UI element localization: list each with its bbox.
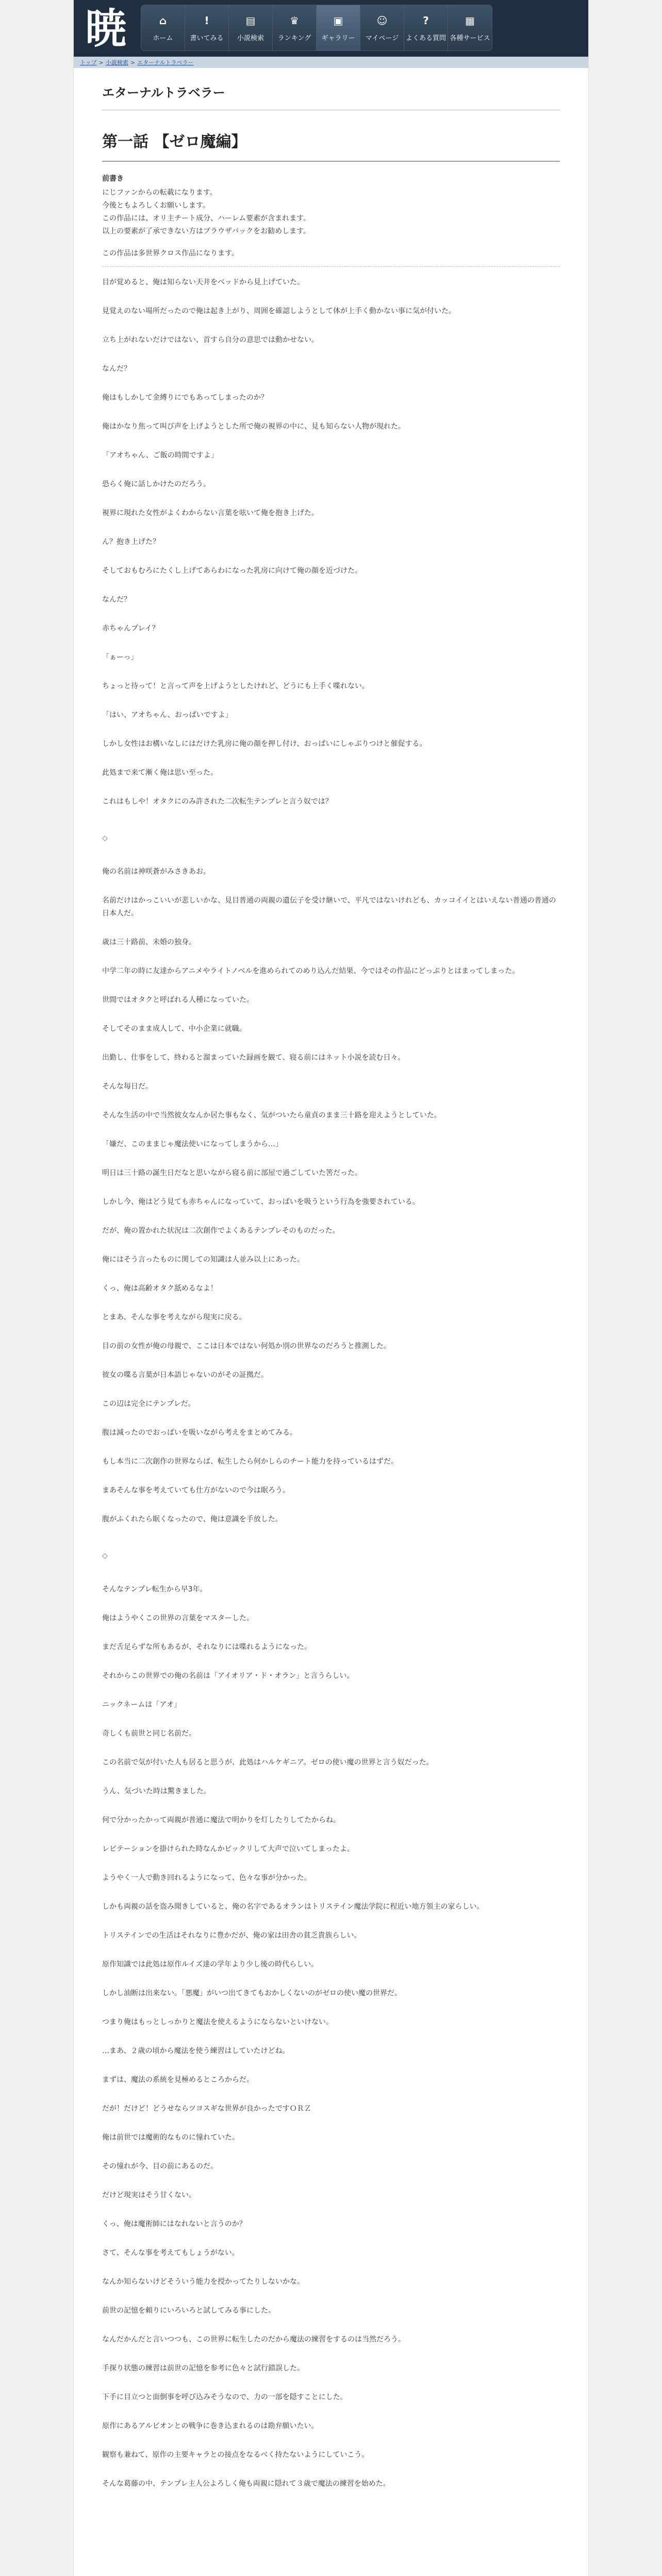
body-paragraph: なんだかんだと言いつつも、この世界に転生したのだから魔法の練習をするのは当然だろう。	[102, 2335, 405, 2344]
body-paragraph: しかし今、俺はどう見ても赤ちゃんになっていて、おっぱいを吸うという行為を強要されている。	[102, 1198, 420, 1206]
gallery-icon: ▣	[333, 14, 343, 27]
nav-item-mypage[interactable]	[360, 5, 404, 50]
body-paragraph: 俺の名前は神咲蒼がみさきあお。	[102, 868, 210, 876]
body-paragraph: 恐らく俺に話しかけたのだろう。	[102, 480, 210, 488]
pen-icon: !	[204, 14, 209, 27]
preface-line: この作品は多世界クロス作品になります。	[102, 249, 239, 258]
body-paragraph: 下手に目立つと面倒事を呼び込みそうなので、力の一部を隠すことにした。	[102, 2393, 347, 2401]
body-paragraph: まだ舌足らずな所もあるが、それなりには喋れるようになった。	[102, 1643, 311, 1651]
body-paragraph: ニックネームは「アオ」	[102, 1701, 181, 1709]
body-paragraph: 視界に現れた女性がよくわからない言葉を呟いて俺を抱き上げた。	[102, 509, 319, 517]
nav-label: よくある質問	[405, 34, 446, 42]
body-paragraph: 「アオちゃん、ご飯の時間ですよ」	[102, 451, 218, 460]
body-paragraph: 彼女の喋る言葉が日本語じゃないのがその証拠だ。	[102, 1371, 268, 1379]
body-paragraph: 俺はかなり焦って叫び声を上げようとした所で俺の視界の中に、見も知らない人物が現れた。	[102, 422, 405, 431]
body-section-3	[102, 1583, 560, 2490]
breadcrumb-separator: >	[130, 59, 136, 66]
body-paragraph: 世間ではオタクと呼ばれる人種になっていた。	[102, 996, 254, 1004]
nav-item-pen[interactable]	[185, 5, 229, 50]
body-paragraph: さて、そんな事を考えてもしょうがない。	[102, 2249, 239, 2257]
breadcrumb-top[interactable]: トップ	[80, 59, 97, 66]
body-paragraph: なんだ？	[102, 365, 131, 373]
body-paragraph: それからこの世界での俺の名前は「アイオリア・ド・オラン」と言うらしい。	[102, 1672, 354, 1680]
chapter-divider	[102, 161, 560, 162]
body-paragraph: この名前で気が付いた人も居ると思うが、此処はハルケギニア。ゼロの使い魔の世界と言う奴だった。	[102, 1758, 434, 1767]
body-paragraph: 立ち上がれないだけではない、首すら自分の意思では動かせない。	[102, 336, 319, 344]
body-paragraph: そんなテンプレ転生から早3年。	[102, 1585, 207, 1594]
nav-item-book-search[interactable]	[229, 5, 273, 50]
book-search-icon: ▤	[245, 14, 256, 27]
scene-separator: ◇	[102, 834, 108, 842]
nav-item-question[interactable]	[404, 5, 448, 50]
preface	[102, 173, 560, 260]
site-header	[74, 0, 588, 57]
preface-label: 前書き	[102, 175, 124, 183]
nav-item-ranking[interactable]	[273, 5, 317, 50]
preface-line: 今後ともよろしくお願いします。	[102, 201, 210, 210]
preface-line: 以上の要素が了承できない方はブラウザバックをお勧めします。	[102, 227, 311, 235]
body-paragraph: 出勤し、仕事をして、終わると溜まっていた録画を観て、寝る前にはネット小説を読む日々。	[102, 1054, 405, 1062]
body-paragraph: 「ぁーっ」	[102, 653, 138, 662]
body-paragraph: とまあ、そんな事を考えながら現実に戻る。	[102, 1313, 246, 1321]
body-paragraph: なんか知らないけどそういう能力を授かってたりしないかな。	[102, 2278, 304, 2286]
body-paragraph: …まあ、２歳の頃から魔法を使う練習はしていたけどね。	[102, 2047, 290, 2055]
preface-line: この作品には、オリ主チート成分、ハーレム要素が含まれます。	[102, 214, 311, 223]
body-paragraph: その憧れが今、目の前にあるのだ。	[102, 2162, 218, 2171]
body-paragraph: そしておもむろにたくし上げてあらわになった乳房に向けて俺の顔を近づけた。	[102, 567, 362, 575]
nav-label: 小説検索	[237, 34, 264, 42]
novel-title[interactable]: エターナルトラベラー	[102, 86, 225, 100]
body-paragraph: 腹がふくれたら眠くなったので、俺は意識を手放した。	[102, 1515, 283, 1523]
body-paragraph: 目が覚めると、俺は知らない天井をベッドから見上げていた。	[102, 278, 304, 286]
body-paragraph: 前世の記憶を頼りにいろいろと試してみる事にした。	[102, 2307, 275, 2315]
body-paragraph: つまり俺はもっとしっかりと魔法を使えるようにならないといけない。	[102, 2018, 333, 2026]
nav-label: 各種サービス	[450, 34, 490, 42]
ranking-icon: ♛	[290, 14, 299, 27]
body-paragraph: 「はい、アオちゃん、おっぱいですよ」	[102, 711, 233, 719]
body-paragraph: 原作知識では此処は原作ルイズ達の学年より少し後の時代らしい。	[102, 1960, 319, 1969]
body-paragraph: 手探り状態の練習は前世の記憶を参考に色々と試行錯誤した。	[102, 2364, 304, 2372]
body-paragraph: 中学二年の時に友達からアニメやライトノベルを進められてのめり込んだ結果、今ではその作品にどっぷりとはまってしまった。	[102, 967, 520, 975]
body-paragraph: 此処まで来て漸く俺は思い至った。	[102, 769, 218, 777]
main-nav	[141, 5, 492, 51]
nav-label: ホーム	[153, 34, 173, 42]
nav-label: 書いてみる	[190, 34, 224, 42]
question-icon: ?	[423, 14, 429, 27]
body-paragraph: 見覚えのない場所だったので俺は起き上がり、周囲を確認しようとして体が上手く動かない事に気が付いた。	[102, 307, 456, 315]
services-icon: ▦	[465, 14, 475, 27]
nav-item-gallery[interactable]	[317, 5, 360, 50]
body-paragraph: 俺はようやくこの世界の言葉をマスターした。	[102, 1614, 254, 1622]
preface-line: にじファンからの転載になります。	[102, 189, 217, 197]
breadcrumb-separator: >	[98, 59, 104, 66]
body-paragraph: そしてそのまま成人して、中小企業に就職。	[102, 1025, 246, 1033]
body-paragraph: 俺にはそう言ったものに関しての知識は人並み以上にあった。	[102, 1256, 304, 1264]
body-paragraph: しかし女性はお構いなしにはだけた乳房に俺の顔を押し付け、おっぱいにしゃぶりつけと催促する。	[102, 740, 427, 748]
body-paragraph: そんな葛藤の中、テンプレ主人公よろしく俺も両親に隠れて３歳で魔法の練習を始めた。	[102, 2480, 390, 2488]
body-paragraph: くっ、俺は高齢オタク舐めるなよ！	[102, 1284, 218, 1293]
body-paragraph: 目の前の女性が俺の母親で、ここは日本ではない何処か別の世界なのだろうと推測した。	[102, 1342, 391, 1350]
site-logo[interactable]	[74, 0, 138, 57]
preface-divider	[102, 266, 560, 267]
body-paragraph: まずは、魔法の系統を見極めるところからだ。	[102, 2076, 254, 2084]
body-paragraph: もし本当に二次創作の世界ならば、転生したら何かしらのチート能力を持っているはずだ。	[102, 1458, 398, 1466]
body-paragraph: ちょっと待って！と言って声を上げようとしたけれど、どうにも上手く喋れない。	[102, 682, 369, 690]
body-paragraph: 観察も兼ねて、原作の主要キャラとの接点をなるべく持たないようにしていこう。	[102, 2451, 369, 2459]
body-paragraph: 「嫌だ、このままじゃ魔法使いになってしまうから…」	[102, 1140, 283, 1148]
body-paragraph: レビテーションを掛けられた時なんかビックリして大声で泣いてしまったよ。	[102, 1845, 354, 1853]
body-paragraph: そんな毎日だ。	[102, 1082, 153, 1091]
page	[73, 0, 589, 2576]
breadcrumb-search[interactable]: 小説検索	[105, 59, 128, 66]
home-icon: ⌂	[159, 14, 167, 27]
body-paragraph: まあそんな事を考えていても仕方がないので今は眠ろう。	[102, 1486, 290, 1495]
nav-item-services[interactable]	[448, 5, 492, 50]
body-paragraph: だが！だけど！どうせならツヨスギな世界が良かったですＯＲＺ	[102, 2105, 311, 2113]
body-paragraph: 原作にあるアルビオンとの戦争に巻き込まれるのは勘弁願いたい。	[102, 2422, 319, 2430]
body-paragraph: 名前だけはかっこいいが悲しいかな、見目普通の両親の遺伝子を受け継いで、平凡ではないけれども、カッコイイとはいえない普通の普通の日本人だ。	[102, 896, 556, 918]
body-paragraph: 俺は前世では魔術的なものに憧れていた。	[102, 2133, 239, 2142]
body-paragraph: 何で分かったかって両親が普通に魔法で明かりを灯したりしてたからね。	[102, 1816, 340, 1824]
breadcrumb-novel[interactable]: エターナルトラベラー	[137, 59, 194, 66]
body-section-2	[102, 866, 560, 1526]
nav-item-home[interactable]	[141, 5, 185, 50]
body-paragraph: この辺は完全にテンプレだ。	[102, 1400, 195, 1408]
body-paragraph: しかし油断は出来ない。「悪魔」がいつ出てきてもおかしくないのがゼロの使い魔の世界だ。	[102, 1989, 402, 1997]
body-paragraph: 歳は三十路前、未婚の独身。	[102, 938, 196, 946]
body-paragraph: 腹は減ったのでおっぱいを吸いながら考えをまとめてみる。	[102, 1429, 297, 1437]
nav-label: マイページ	[365, 34, 399, 42]
body-paragraph: トリステインでの生活はそれなりに豊かだが、俺の家は田舎の貧乏貴族らしい。	[102, 1931, 361, 1940]
body-paragraph: 明日は三十路の誕生日だなと思いながら寝る前に部屋で過ごしていた筈だった。	[102, 1169, 362, 1177]
chapter-title: 第一話 【ゼロ魔編】	[102, 133, 247, 151]
body-paragraph: 奇しくも前世と同じ名前だ。	[102, 1730, 196, 1738]
body-paragraph: なんだ？	[102, 596, 131, 604]
body-paragraph: くっ、俺は魔術師にはなれないと言うのか？	[102, 2220, 246, 2228]
scene-separator: ◇	[102, 1552, 108, 1560]
body-paragraph: うん、気づいた時は驚きました。	[102, 1787, 211, 1795]
nav-label: ギャラリー	[321, 34, 355, 42]
body-paragraph: ようやく一人で動き回れるようになって、色々な事が分かった。	[102, 1874, 311, 1882]
body-paragraph: しかも両親の話を盗み聞きしていると、俺の名字であるオランはトリステイン魔法学院に程近い地方領主の家らしい。	[102, 1903, 484, 1911]
novel-content	[74, 68, 588, 2490]
body-paragraph: ん？抱き上げた？	[102, 538, 160, 546]
body-section-1	[102, 276, 560, 808]
body-paragraph: 赤ちゃんプレイ？	[102, 624, 159, 633]
logo-text: 暁	[85, 4, 127, 53]
nav-label: ランキング	[277, 34, 311, 42]
mypage-icon: ☺	[376, 14, 388, 27]
breadcrumb	[74, 57, 588, 68]
body-paragraph: そんな生活の中で当然彼女なんか居た事もなく、気がついたら童貞のまま三十路を迎えようとしていた。	[102, 1111, 441, 1120]
body-paragraph: だが、俺の置かれた状況は二次創作でよくあるテンプレそのものだった。	[102, 1227, 340, 1235]
body-paragraph: 俺はもしかして金縛りにでもあってしまったのか？	[102, 394, 268, 402]
body-paragraph: これはもしや！オタクにのみ許された二次転生テンプレと言う奴では？	[102, 798, 333, 806]
body-paragraph: だけど現実はそう甘くない。	[102, 2191, 196, 2199]
